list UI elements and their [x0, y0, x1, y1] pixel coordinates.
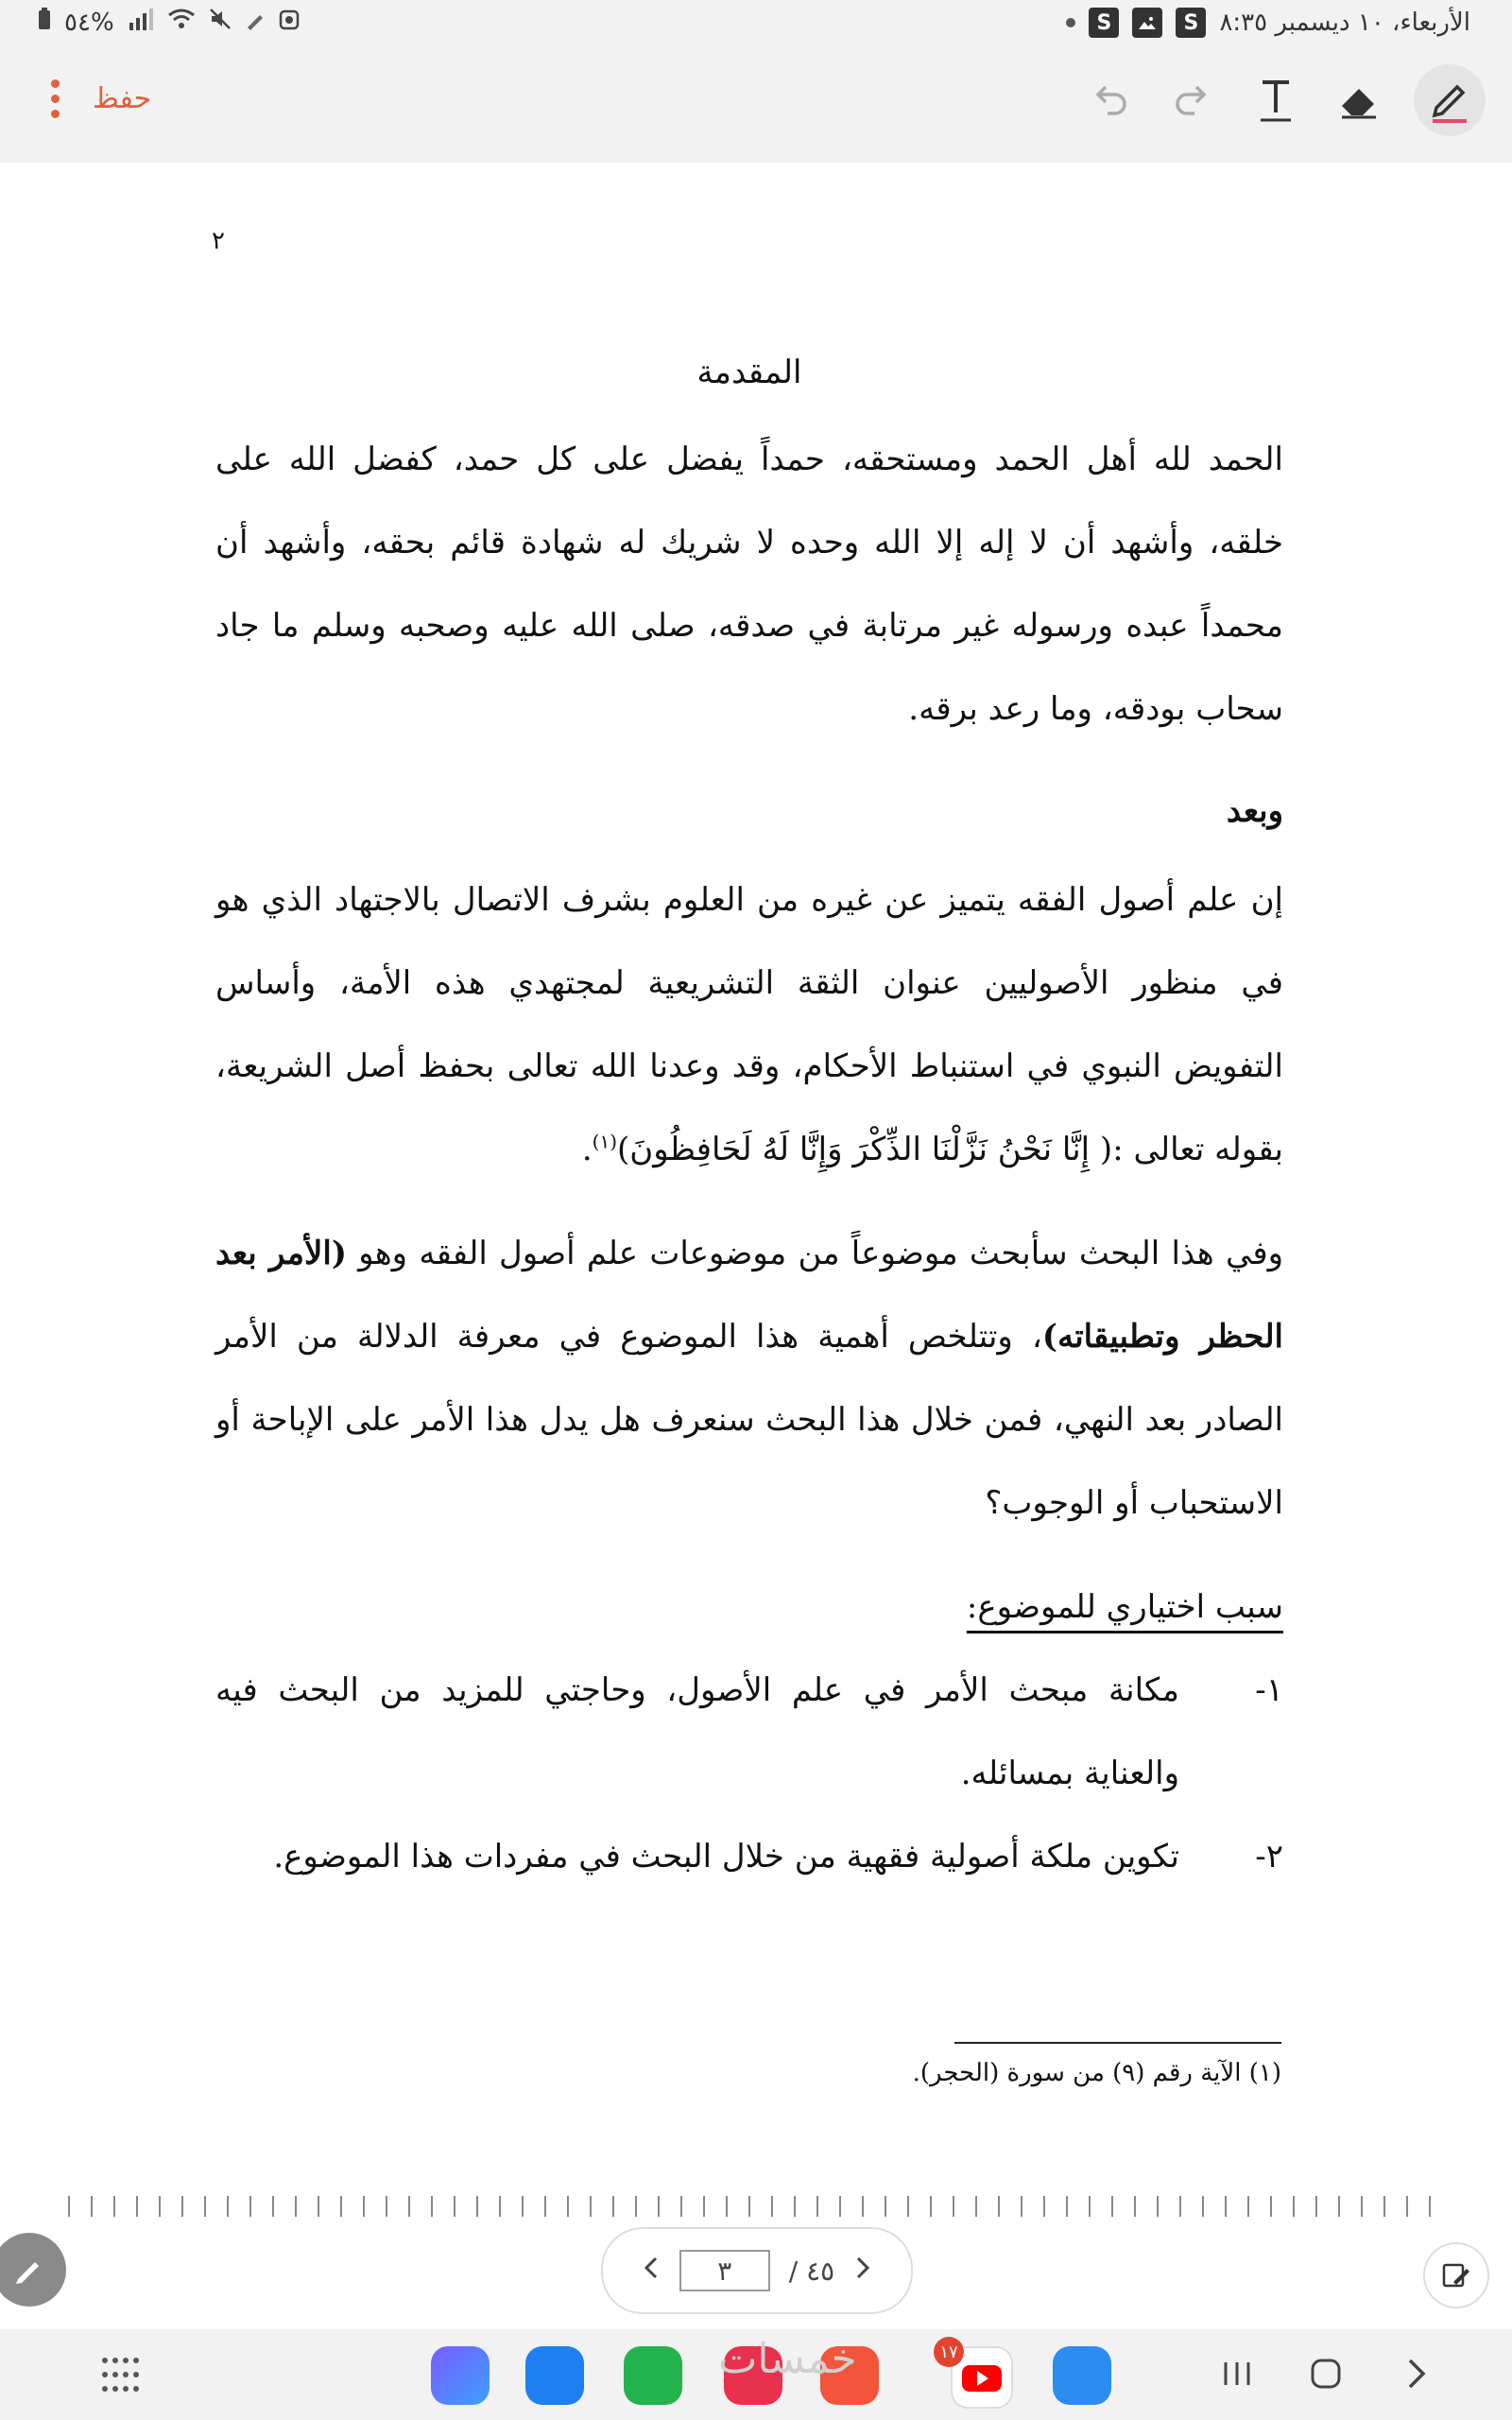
recents-icon[interactable] — [1213, 2350, 1261, 2397]
s-icon: S — [1089, 8, 1119, 38]
section-heading: وبعد — [1226, 792, 1283, 830]
pen-tool-icon[interactable] — [1414, 64, 1486, 136]
wifi-icon — [167, 8, 196, 37]
intro-paragraph: الحمد لله أهل الحمد ومستحقه، حمداً يفضل على كل حمد، كفضل الله على خلقه، وأشهد أن لا إله إلا الله وحده لا شريك له شهادة قائم بحقه، وأشهد أن محمداً عبده ورسوله غير مرتابة في صدقه، صلى الله عليه وصحبه وسلم ما جاد سحاب بودقه، وما رعد برقه. — [215, 441, 1284, 728]
signal-icon — [128, 8, 154, 37]
phone-app-icon[interactable] — [624, 2346, 682, 2405]
list-item-number: ١- — [1255, 1671, 1283, 1709]
annotate-icon[interactable] — [1423, 2242, 1489, 2308]
s-icon: S — [1176, 8, 1206, 38]
page-total: / ٤٥ — [788, 2255, 835, 2287]
mute-icon — [209, 8, 232, 37]
edit-fab-icon[interactable] — [0, 2233, 66, 2307]
page-number: ٢ — [212, 227, 225, 255]
paragraph-2 — [215, 1212, 1283, 1545]
bing-app-icon[interactable] — [1053, 2346, 1111, 2405]
reasons-heading: سبب اختياري للموضوع: — [966, 1588, 1283, 1626]
page-title: المقدمة — [696, 354, 802, 391]
battery-level: ٥٤% — [64, 8, 114, 37]
app-drawer-icon[interactable] — [102, 2358, 140, 2395]
messages-app-icon[interactable] — [525, 2346, 584, 2405]
list-item-number: ٢- — [1255, 1838, 1283, 1876]
list-item-text: مكانة مبحث الأمر في علم الأصول، وحاجتي للمزيد من البحث فيه والعناية بمسائله. — [215, 1671, 1179, 1792]
home-icon[interactable] — [1302, 2350, 1349, 2397]
pen-status-icon — [245, 9, 266, 37]
prev-page-icon[interactable] — [642, 2255, 661, 2288]
battery-icon — [38, 8, 51, 37]
list-item — [215, 1649, 1283, 1815]
paragraph-1 — [215, 858, 1283, 1191]
datetime: الأربعاء، ١٠ ديسمبر ٨:٣٥ — [1219, 9, 1470, 37]
toolbar-right — [1081, 64, 1486, 136]
dnd-icon — [279, 9, 300, 37]
text-tool-icon[interactable] — [1247, 72, 1304, 129]
footnote-divider — [954, 2042, 1281, 2044]
undo-icon[interactable] — [1081, 72, 1138, 129]
document-body — [215, 331, 1283, 1898]
more-options-icon[interactable] — [49, 79, 60, 118]
save-button[interactable]: حفظ — [93, 82, 152, 115]
status-bar — [0, 0, 1512, 49]
toolbar — [0, 49, 1512, 163]
page-input[interactable]: ٣ — [679, 2250, 770, 2291]
status-left — [38, 8, 300, 37]
back-icon[interactable] — [1393, 2350, 1440, 2397]
footnote-ref: (١) — [592, 1130, 618, 1153]
footnote: (١) الآية رقم (٩) من سورة (الحجر). — [912, 2059, 1281, 2087]
paragraph-2-rest: ، وتتلخص أهمية هذا الموضوع في معرفة الدلالة من الأمر الصادر بعد النهي، فمن خلال هذا البحث سنعرف هل يدل هذا الأمر على الإباحة أو الاستحباب أو الوجوب؟ — [215, 1318, 1283, 1522]
samsung-notes-app-icon[interactable] — [431, 2346, 490, 2405]
toolbar-left — [49, 79, 151, 118]
page-scroll-ruler[interactable] — [68, 2196, 1448, 2217]
notification-badge: ١٧ — [934, 2337, 964, 2367]
redo-icon[interactable] — [1164, 72, 1221, 129]
paragraph-2-start: وفي هذا البحث سأبحث موضوعاً من موضوعات علم أصول الفقه وهو — [346, 1235, 1283, 1272]
paragraph-1-text: إن علم أصول الفقه يتميز عن غيره من العلوم بشرف الاتصال بالاجتهاد الذي هو في منظور الأصوليين عنوان الثقة التشريعية لمجتهدي هذه الأمة، وأساس التفويض النبوي في استنباط الأحكام، وقد وعدنا الله تعالى بحفظ أصل الشريعة، بقوله تعالى :( إِنَّا نَحْنُ نَزَّلْنَا الذِّكْرَ وَإِنَّا لَهُ لَحَافِظُونَ) — [215, 881, 1283, 1168]
gallery-icon — [1132, 8, 1162, 38]
page-navigator — [601, 2227, 913, 2314]
paragraph-2-bold: (الأمر بعد الحظر وتطبيقاته) — [215, 1235, 1284, 1356]
paragraph-1-end: . — [581, 1131, 593, 1168]
eraser-icon[interactable] — [1331, 72, 1387, 129]
status-right — [1066, 8, 1470, 38]
watermark: خمسات — [718, 2335, 857, 2383]
list-item-text: تكوين ملكة أصولية فقهية من خلال البحث في مفردات هذا الموضوع. — [273, 1838, 1179, 1876]
list-item — [215, 1815, 1283, 1898]
notification-dot — [1066, 18, 1075, 27]
next-page-icon[interactable] — [853, 2255, 872, 2288]
